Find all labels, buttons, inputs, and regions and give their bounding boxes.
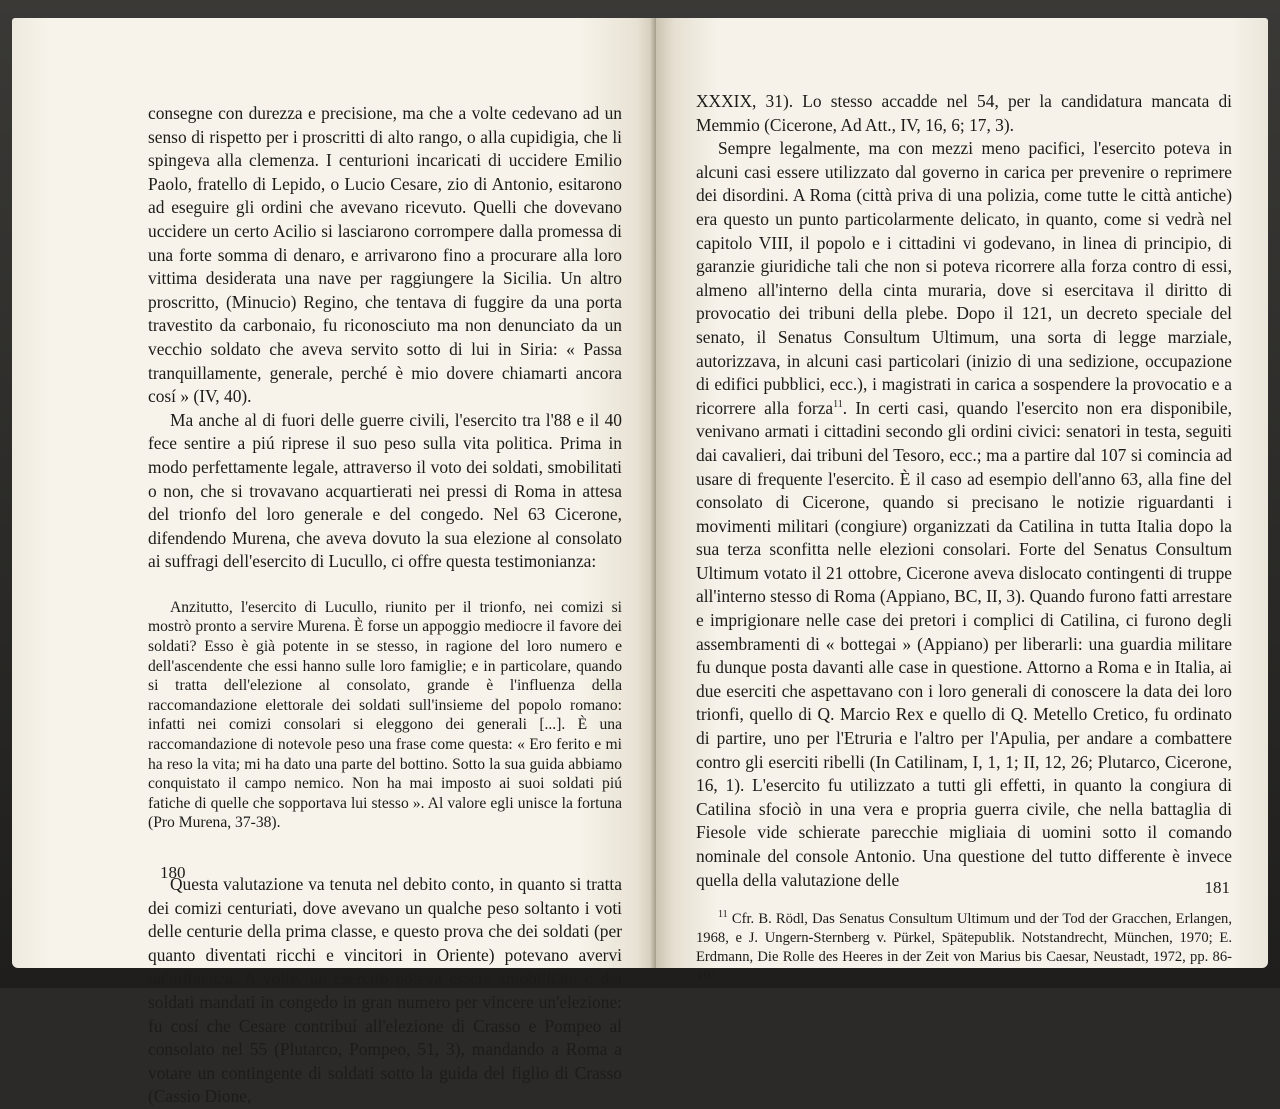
paragraph: consegne con durezza e precisione, ma che a volte cedevano ad un senso di rispetto per i proscritti di alto rango, o alla cupidigia, che li spingeva alla clemenza. I centurioni incaricati di uccidere Emilio Paolo, fratello di Lepido, o Lucio Cesare, zio di Antonio, esitarono ad eseguire gli ordini che avevano ricevuto. Quelli che dovevano uccidere un certo Acilio si lasciarono corrompere dalla promessa di una forte somma di denaro, e arrivarono fino a procurare alla loro vittima desiderata una nave per raggiungere la Sicilia. Un altro proscritto, (Minucio) Regino, che tentava di fuggire da una porta travestito da carbonaio, fu riconosciuto ma non denunciato da un vecchio soldato che aveva servito sotto di lui in Siria: « Passa tranquillamente, generale, perché è mio dovere chiamarti ancora cosí » (IV, 40).: [148, 103, 622, 407]
paragraph-text: Sempre legalmente, ma con mezzi meno pacifici, l'esercito poteva in alcuni casi essere utilizzato dal governo in carica per prevenire o reprimere dei disordini. A Roma (città priva di una polizia, come tutte le città antiche) era questo un punto particolarmente delicato, in quanto, come si vedrà nel capitolo VIII, il popolo e i cittadini vi godevano, in linea di principio, di garanzie giuridiche tali che non si poteva ricorrere alla forza contro di essi, almeno all'interno della cinta muraria, dove si esercitava il diritto di provocatio dei tribuni della plebe. Dopo il 121, un decreto speciale del senato, il Senatus Consultum Ultimum, una sorta di legge marziale, autorizzava, in alcuni casi particolari (inizio di una sedizione, occupazione di edifici pubblici, ecc.), i magistrati in carica a sospendere la provocatio e a ricorrere alla forza: [696, 138, 1232, 418]
paragraph: Ma anche al di fuori delle guerre civili, l'esercito tra l'88 e il 40 fece sentire a piú riprese il suo peso sulla vita politica. Prima in modo perfettamente legale, attraverso il voto dei soldati, smobilitati o non, che si trovavano acquartierati nei pressi di Roma in attesa del trionfo del loro generale e del congedo. Nel 63 Cicerone, difendendo Murena, che aveva dovuto la sua elezione al consolato ai suffragi dell'esercito di Lucullo, ci offre questa testimonianza:: [148, 409, 622, 572]
left-page: [12, 18, 656, 1107]
footnote-reference: 11: [833, 398, 843, 410]
paragraph: Sempre legalmente, ma con mezzi meno pacifici, l'esercito poteva in alcuni casi essere utilizzato dal governo in carica per prevenire o reprimere dei disordini. A Roma (città priva di una polizia, come tutte le città antiche) era questo un punto particolarmente delicato, in quanto, come si vedrà nel capitolo VIII, il popolo e i cittadini vi godevano, in linea di principio, di garanzie giuridiche tali che non si poteva ricorrere alla forza contro di essi, almeno all'interno della cinta muraria, dove si esercitava il diritto di provocatio dei tribuni della plebe. Dopo il 121, un decreto speciale del senato, il Senatus Consultum Ultimum, una sorta di legge marziale, autorizzava, in alcuni casi particolari (inizio di una sedizione, occupazione di edifici pubblici, ecc.), i magistrati in carica a sospendere la provocatio e a ricorrere alla forza$^{11}$. In certi casi, quando l'esercito non era disponibile, venivano armati i cittadini secondo gli ordini civici: senatori in testa, seguiti dai cavalieri, dai tribuni del Tesoro, ecc.; ma a partire dal 107 si comincia ad usare di frequente l'esercito. È il caso ad esempio dell'anno 63, alla fine del consolato di Cicerone, quando si precisano le notizie riguardanti i movimenti militari (congiure) organizzati da Catilina in tutta Italia dopo la sua terza sconfitta nelle elezioni consolari. Forte del Senatus Consultum Ultimum votato il 21 ottobre, Cicerone aveva dislocato contingenti di truppe all'interno stesso di Roma (Appiano, BC, II, 3). Quando furono fatti arrestare e imprigionare nelle case dei pretori i complici di Catilina, ci furono degli assembramenti di « bottegai » (Appiano) per liberarli: una guardia militare fu dunque posta davanti alle case in questione. Attorno a Roma e in Italia, ai due eserciti che aspettavano con i loro generali di conoscere la data dei loro trionfi, quello di Q. Marcio Rex e quello di Q. Metello Cretico, fu ordinato di partire, uno per l'Etruria e l'altro per l'Apulia, per andare a combattere contro gli eserciti ribelli (In Catilinam, I, 1, 1; II, 12, 26; Plutarco, Cicerone, 16, 1). L'esercito fu utilizzato a tutti gli effetti, in quanto la congiura di Catilina sfociò in una vera e propria guerra civile, che nella battaglia di Fiesole vide schierate parecchie migliaia di uomini sotto il comando nominale del console Antonio. Una questione del tutto differente è invece quella della valutazione delle: [696, 138, 1232, 890]
paragraph: XXXIX, 31). Lo stesso accadde nel 54, per la candidatura mancata di Memmio (Cicerone, Ad Att., IV, 16, 6; 17, 3).: [696, 91, 1232, 135]
footnote-text: Cfr. B. Rödl, Das Senatus Consultum Ultimum und der Tod der Gracchen, Erlangen, 1968, e J. Ungern-Sternberg v. Pürkel, Spätepublik. Notstandrecht, München, 1970; E. Erdmann, Die Rolle des Heeres in der Zeit von Marius bis Caesar, Neustadt, 1972, pp. 86-101.: [696, 911, 1232, 985]
footnote: [696, 910, 1232, 986]
paragraph-text: In certi casi, quando l'esercito non era disponibile, venivano armati i cittadini secondo gli ordini civici: senatori in testa, seguiti dai cavalieri, dai tribuni del Tesoro, ecc.; ma a partire dal 107 si comincia ad usare di frequente l'esercito. È il caso ad esempio dell'anno 63, alla fine del consolato di Cicerone, quando si precisano le notizie riguardanti i movimenti militari (congiure) organizzati da Catilina in tutta Italia dopo la sua terza sconfitta nelle elezioni consolari. Forte del Senatus Consultum Ultimum votato il 21 ottobre, Cicerone aveva dislocato contingenti di truppe all'interno stesso di Roma (Appiano, BC, II, 3). Quando furono fatti arrestare e imprigionare nelle case dei pretori i complici di Catilina, ci furono degli assembramenti di « bottegai » (Appiano) per liberarli: una guardia militare fu dunque posta davanti alle case in questione. Attorno a Roma e in Italia, ai due eserciti che aspettavano con i loro generali di conoscere la data dei loro trionfi, quello di Q. Marcio Rex e quello di Q. Metello Cretico, fu ordinato di partire, uno per l'Etruria e l'altro per l'Apulia, per andare a combattere contro gli eserciti ribelli (In Catilinam, I, 1, 1; II, 12, 26; Plutarco, Cicerone, 16, 1). L'esercito fu utilizzato a tutti gli effetti, in quanto la congiura di Catilina sfociò in una vera e propria guerra civile, che nella battaglia di Fiesole vide schierate parecchie migliaia di uomini sotto il comando nominale del console Antonio. Una questione del tutto differente è invece quella della valutazione delle: [696, 397, 1232, 890]
right-page: [656, 18, 1268, 985]
paragraph: Questa valutazione va tenuta nel debito conto, in quanto si tratta dei comizi centuriati, dove avevano un qualche peso soltanto i voti delle centurie della prima classe, e questo prova che dei soldati (per quanto diventati ricchi e vincitori in Oriente) potevano avervi un'influenza. A volte, un esercito poteva essere smobilitato o dei soldati mandati in congedo in gran numero per vincere un'elezione: fu cosí che Cesare contribuí all'elezione di Crasso e Pompeo al consolato nel 55 (Plutarco, Pompeo, 51, 3), mandando a Roma a votare un contingente di soldati sotto la guida del figlio di Crasso (Cassio Dione,: [148, 874, 622, 1107]
page-number: 181: [1204, 878, 1230, 897]
quote-text: Anzitutto, l'esercito di Lucullo, riunito per il trionfo, nei comizi si mostrò pronto a servire Murena. È forse un appoggio mediocre il favore dei soldati? Esso è già potente in se stesso, in ragione del loro numero e dell'ascendente che essi hanno sulle loro famiglie; e in particolare, quando si tratta dell'elezione al consolato, grande è l'influenza della raccomandazione elettorale dei soldati sull'insieme del popolo romano: infatti nei comizi consolari si eleggono dei generali [...]. È una raccomandazione di notevole peso una frase come questa: « Ero ferito e mi ha reso la vita; mi ha dato una parte del bottino. Sotto la sua guida abbiamo conquistato il campo nemico. Non ha mai imposto ai suoi soldati piú fatiche di quelle che sopportava lui stesso ». Al valore egli unisce la fortuna (Pro Murena, 37-38).: [148, 598, 622, 832]
footnote-number: 11: [718, 909, 728, 921]
left-page-body: [148, 102, 622, 1109]
block-quote: [148, 598, 622, 833]
page-number: 180: [160, 863, 186, 882]
right-page-body: [696, 90, 1232, 892]
